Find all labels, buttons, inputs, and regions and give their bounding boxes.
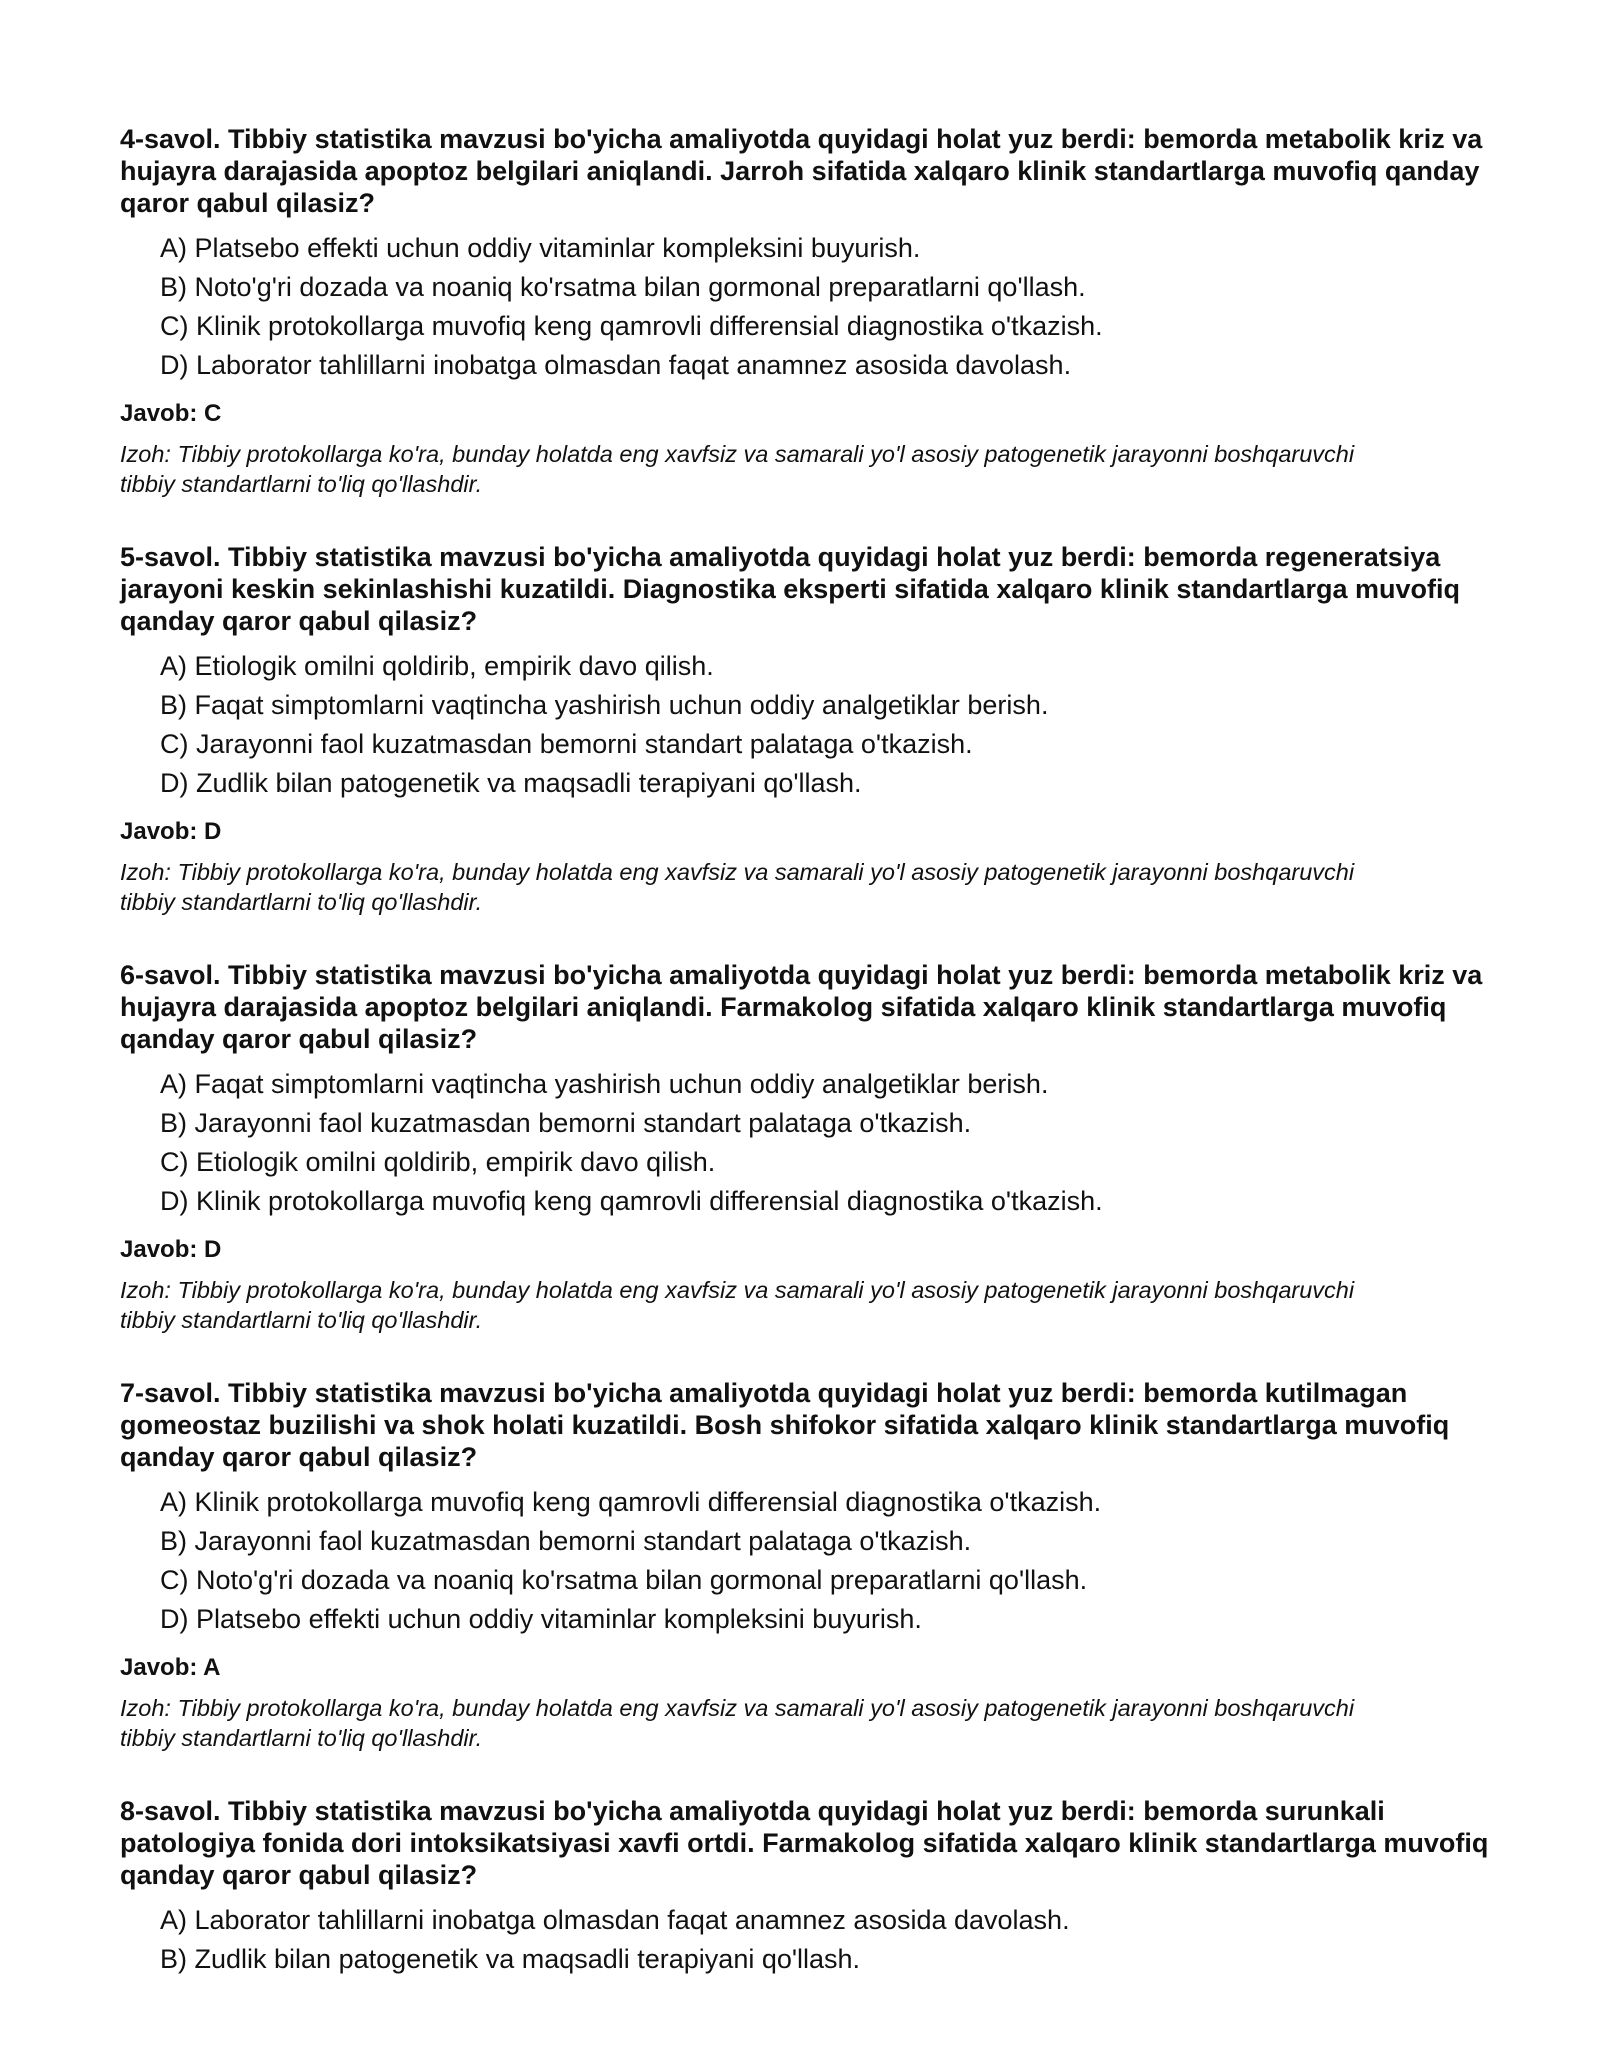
explanation-text: Izoh: Tibbiy protokollarga ko'ra, bunday holatda eng xavfsiz va samarali yo'l asosiy patogenetik jarayonni boshqaruvchi tibbiy standartlarni to'liq qo'llashdir. bbox=[120, 859, 1355, 915]
option-a: A) Klinik protokollarga muvofiq keng qamrovli differensial diagnostika o'tkazish. bbox=[160, 1487, 1102, 1517]
answer-label: Javob: D bbox=[120, 1236, 222, 1263]
options-list bbox=[160, 1483, 1500, 1639]
answer-label: Javob: D bbox=[120, 818, 222, 845]
explanation-text: Izoh: Tibbiy protokollarga ko'ra, bunday holatda eng xavfsiz va samarali yo'l asosiy patogenetik jarayonni boshqaruvchi tibbiy standartlarni to'liq qo'llashdir. bbox=[120, 1695, 1355, 1751]
question-text: 6-savol. Tibbiy statistika mavzusi bo'yicha amaliyotda quyidagi holat yuz berdi: bemorda metabolik kriz va hujayra darajasida apoptoz belgilari aniqlandi. Farmakolog sifatida xalqaro klinik standartlarga muvofiq qanday qaror qabul qilasiz? bbox=[120, 960, 1483, 1054]
answer-label: Javob: C bbox=[120, 400, 222, 427]
option-c: C) Noto'g'ri dozada va noaniq ko'rsatma bilan gormonal preparatlarni qo'llash. bbox=[160, 1565, 1088, 1595]
question-text: 4-savol. Tibbiy statistika mavzusi bo'yicha amaliyotda quyidagi holat yuz berdi: bemorda metabolik kriz va hujayra darajasida apoptoz belgilari aniqlandi. Jarroh sifatida xalqaro klinik standartlarga muvofiq qanday qaror qabul qilasiz? bbox=[120, 124, 1483, 218]
options-list bbox=[160, 229, 1500, 385]
option-c: C) Klinik protokollarga muvofiq keng qamrovli differensial diagnostika o'tkazish. bbox=[160, 311, 1103, 341]
question-text: 5-savol. Tibbiy statistika mavzusi bo'yicha amaliyotda quyidagi holat yuz berdi: bemorda regeneratsiya jarayoni keskin sekinlashishi kuzatildi. Diagnostika eksperti sifatida xalqaro klinik standartlarga muvofiq qanday qaror qabul qilasiz? bbox=[120, 542, 1460, 636]
option-a: A) Platsebo effekti uchun oddiy vitaminlar kompleksini buyurish. bbox=[160, 233, 921, 263]
option-d: D) Klinik protokollarga muvofiq keng qamrovli differensial diagnostika o'tkazish. bbox=[160, 1186, 1103, 1216]
question-block-8 bbox=[120, 1795, 1500, 1979]
question-block-7 bbox=[120, 1377, 1500, 1753]
question-block-5 bbox=[120, 541, 1500, 917]
option-b: B) Faqat simptomlarni vaqtincha yashirish uchun oddiy analgetiklar berish. bbox=[160, 690, 1049, 720]
answer-label: Javob: A bbox=[120, 1654, 221, 1681]
option-c: C) Etiologik omilni qoldirib, empirik davo qilish. bbox=[160, 1147, 716, 1177]
option-b: B) Zudlik bilan patogenetik va maqsadli terapiyani qo'llash. bbox=[160, 1944, 861, 1974]
explanation-text: Izoh: Tibbiy protokollarga ko'ra, bunday holatda eng xavfsiz va samarali yo'l asosiy patogenetik jarayonni boshqaruvchi tibbiy standartlarni to'liq qo'llashdir. bbox=[120, 1277, 1355, 1333]
option-d: D) Zudlik bilan patogenetik va maqsadli terapiyani qo'llash. bbox=[160, 768, 862, 798]
option-a: A) Etiologik omilni qoldirib, empirik davo qilish. bbox=[160, 651, 714, 681]
question-text: 7-savol. Tibbiy statistika mavzusi bo'yicha amaliyotda quyidagi holat yuz berdi: bemorda kutilmagan gomeostaz buzilishi va shok holati kuzatildi. Bosh shifokor sifatida xalqaro klinik standartlarga muvofiq qanday qaror qabul qilasiz? bbox=[120, 1378, 1450, 1472]
option-a: A) Laborator tahlillarni inobatga olmasdan faqat anamnez asosida davolash. bbox=[160, 1905, 1070, 1935]
option-c: C) Jarayonni faol kuzatmasdan bemorni standart palataga o'tkazish. bbox=[160, 729, 973, 759]
question-text: 8-savol. Tibbiy statistika mavzusi bo'yicha amaliyotda quyidagi holat yuz berdi: bemorda surunkali patologiya fonida dori intoksikatsiyasi xavfi ortdi. Farmakolog sifatida xalqaro klinik standartlarga muvofiq qanday qaror qabul qilasiz? bbox=[120, 1796, 1489, 1890]
explanation-text: Izoh: Tibbiy protokollarga ko'ra, bunday holatda eng xavfsiz va samarali yo'l asosiy patogenetik jarayonni boshqaruvchi tibbiy standartlarni to'liq qo'llashdir. bbox=[120, 441, 1355, 497]
options-list bbox=[160, 647, 1500, 803]
option-a: A) Faqat simptomlarni vaqtincha yashirish uchun oddiy analgetiklar berish. bbox=[160, 1069, 1049, 1099]
option-b: B) Jarayonni faol kuzatmasdan bemorni standart palataga o'tkazish. bbox=[160, 1108, 972, 1138]
document-page bbox=[120, 123, 1500, 2021]
option-d: D) Laborator tahlillarni inobatga olmasdan faqat anamnez asosida davolash. bbox=[160, 350, 1072, 380]
option-b: B) Noto'g'ri dozada va noaniq ko'rsatma bilan gormonal preparatlarni qo'llash. bbox=[160, 272, 1086, 302]
option-d: D) Platsebo effekti uchun oddiy vitaminlar kompleksini buyurish. bbox=[160, 1604, 922, 1634]
question-block-6 bbox=[120, 959, 1500, 1335]
option-b: B) Jarayonni faol kuzatmasdan bemorni standart palataga o'tkazish. bbox=[160, 1526, 972, 1556]
options-list bbox=[160, 1901, 1500, 1979]
options-list bbox=[160, 1065, 1500, 1221]
question-block-4 bbox=[120, 123, 1500, 499]
